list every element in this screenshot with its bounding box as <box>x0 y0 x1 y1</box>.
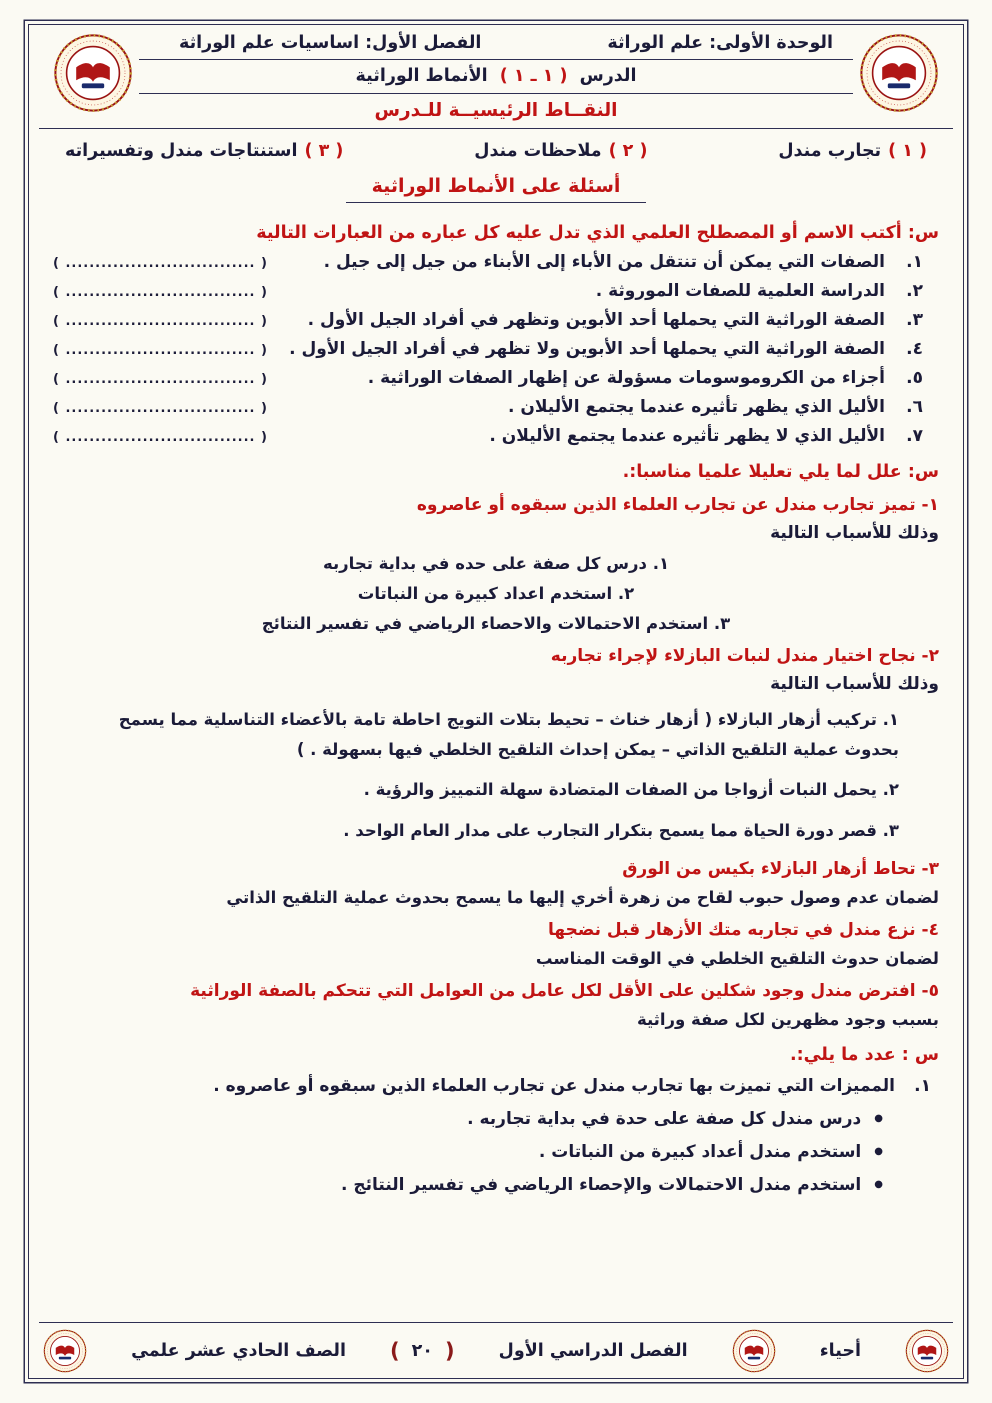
q2-block-1-title: ١- تميز تجارب مندل عن تجارب العلماء الذين سبقوه أو عاصروه <box>416 495 939 515</box>
key-point-2-number: ( ٢ ) <box>608 141 648 161</box>
page-footer <box>39 1322 953 1378</box>
footer-grade: الصف الحادي عشر علمي <box>131 1340 346 1361</box>
q1-item-3-text: الصفة الوراثية التي يحملها أحد الأبوين وتظهر في أفراد الجيل الأول . <box>307 310 885 330</box>
q3-bullet-2 <box>53 1142 939 1162</box>
key-point-3-label: استنتاجات مندل وتفسيراته <box>65 141 298 161</box>
q1-item-3-number: ٣. <box>906 310 923 330</box>
main-title: أسئلة على الأنماط الوراثية <box>346 175 647 203</box>
q2-block-4-title: ٤- نزع مندل في تجاربه متك الأزهار قبل نضجها <box>548 919 939 940</box>
q1-item-3 <box>53 310 939 330</box>
q2-block-3-answer: لضمان عدم وصول حبوب لقاح من زهرة أخري إليها ما يسمح بحدوث عملية التلقيح الذاتي <box>226 887 939 907</box>
q2-block-1-intro: وذلك للأسباب التالية <box>770 523 939 543</box>
q1-item-4-text: الصفة الوراثية التي يحملها أحد الأبوين ولا تظهر في أفراد الجيل الأول . <box>289 339 885 359</box>
footer-subject: أحياء <box>819 1340 861 1361</box>
q1-item-2-number: ٢. <box>906 281 923 301</box>
q2-block-1-reason-2: ٢. استخدم اعداد كبيرة من النباتات <box>357 584 635 603</box>
school-emblem-icon <box>43 1329 87 1373</box>
q2-block-2-reason-3: ٣. قصر دورة الحياة مما يسمح بتكرار التجارب على مدار العام الواحد . <box>343 821 899 841</box>
school-emblem-icon <box>905 1329 949 1373</box>
q2-block-2-intro: وذلك للأسباب التالية <box>770 674 939 694</box>
q1-item-7 <box>53 426 939 446</box>
bullet-icon: ● <box>874 1178 883 1190</box>
q1-item-4 <box>53 339 939 359</box>
q2-block-4-answer: لضمان حدوث التلقيح الخلطي في الوقت المناسب <box>535 948 939 968</box>
q2-block-2-reason-2: ٢. يحمل النبات أزواجا من الصفات المتضادة سهلة التمييز والرؤية . <box>363 780 899 800</box>
header-row-unit-chapter <box>139 25 853 60</box>
key-point-2 <box>474 141 647 161</box>
school-emblem-icon <box>859 33 939 113</box>
key-point-1-number: ( ١ ) <box>888 141 927 161</box>
worksheet-content <box>39 207 953 1322</box>
q1-item-1-answer-blank: ( ................................ ) <box>53 256 268 271</box>
page-number-open-bracket: ( <box>445 1338 455 1363</box>
worksheet-page-frame <box>28 24 964 1379</box>
q1-item-4-answer-blank: ( ................................ ) <box>53 343 268 358</box>
q1-item-5-answer-blank: ( ................................ ) <box>53 372 268 387</box>
page-number-group <box>390 1339 455 1363</box>
q3-bullet-3 <box>53 1175 939 1195</box>
q2-block-1-reason-3: ٣. استخدم الاحتمالات والاحصاء الرياضي في تفسير النتائج <box>261 614 731 633</box>
q1-item-7-answer-blank: ( ................................ ) <box>53 430 268 445</box>
lesson-title: الأنماط الوراثية <box>355 66 488 86</box>
q2-block-2-title: ٢- نجاح اختيار مندل لنبات البازلاء لإجراء تجاربه <box>550 646 939 666</box>
q1-item-6-answer-blank: ( ................................ ) <box>53 401 268 416</box>
bullet-icon: ● <box>874 1145 883 1157</box>
key-point-3 <box>65 141 343 161</box>
lesson-prefix: الدرس <box>579 66 637 86</box>
header-rows <box>139 25 853 94</box>
q3-bullet-2-text: استخدم مندل أعداد كبيرة من النباتات . <box>538 1141 862 1162</box>
header-row-lesson <box>139 60 853 94</box>
q1-item-1-text: الصفات التي يمكن أن تنتقل من الأباء إلى الأبناء من جيل إلى جيل . <box>323 252 885 272</box>
q2-block-1-reason-1: ١. درس كل صفة على حده في بداية تجاربه <box>322 554 670 573</box>
q1-item-4-number: ٤. <box>906 339 923 359</box>
key-points-banner: النقــاط الرئيسيــة للـدرس <box>39 94 953 129</box>
key-point-1-label: تجارب مندل <box>778 141 882 161</box>
unit-title: الوحدة الأولى: علم الوراثة <box>607 33 833 53</box>
q1-item-7-text: الأليل الذي لا يظهر تأثيره عندما يجتمع الأليلان . <box>489 426 885 446</box>
lesson-number: ( ١ ـ ١ ) <box>499 66 568 86</box>
q2-block-2-reason-1: ١. تركيب أزهار البازلاء ( أزهار خناث – تحيط بتلات التويج احاطة تامة بالأعضاء التناسلية مما يسمح بحدوث عملية التلقيح الذاتي – يمكن إحداث التلقيح الخلطي فيها بسهولة . ) <box>118 710 899 759</box>
q2-block-5-answer: بسبب وجود مظهرين لكل صفة وراثية <box>636 1009 939 1029</box>
footer-semester: الفصل الدراسي الأول <box>498 1340 688 1361</box>
main-title-wrap <box>39 175 953 203</box>
q1-item-6 <box>53 397 939 417</box>
key-point-3-number: ( ٣ ) <box>304 141 344 161</box>
q1-item-2 <box>53 281 939 301</box>
q3-item-1-number: ١. <box>914 1075 931 1096</box>
q1-item-2-answer-blank: ( ................................ ) <box>53 285 268 300</box>
q3-bullet-1 <box>53 1109 939 1129</box>
key-point-2-label: ملاحظات مندل <box>474 141 602 161</box>
q2-block-5-title: ٥- افترض مندل وجود شكلين على الأقل لكل عامل من العوامل التي تتحكم بالصفة الوراثية <box>190 980 939 1001</box>
key-points-row <box>39 129 953 163</box>
q3-bullet-1-text: درس مندل كل صفة على حدة في بداية تجاربه . <box>467 1108 862 1129</box>
page-number: ٢٠ <box>411 1340 433 1361</box>
q1-item-2-text: الدراسة العلمية للصفات الموروثة . <box>595 281 885 301</box>
school-emblem-icon <box>732 1329 776 1373</box>
question-1-heading: س: أكتب الاسم أو المصطلح العلمي الذي تدل عليه كل عباره من العبارات التالية <box>256 223 939 243</box>
page-number-close-bracket: ) <box>390 1338 400 1363</box>
q3-bullet-3-text: استخدم مندل الاحتمالات والإحصاء الرياضي في تفسير النتائج . <box>341 1174 862 1195</box>
q2-block-3-title: ٣- تحاط أزهار البازلاء بكيس من الورق <box>622 858 939 879</box>
q1-item-3-answer-blank: ( ................................ ) <box>53 314 268 329</box>
q1-item-6-text: الأليل الذي يظهر تأثيره عندما يجتمع الأليلان . <box>507 397 885 417</box>
q1-item-7-number: ٧. <box>906 426 923 446</box>
q1-item-1-number: ١. <box>906 252 923 272</box>
q1-item-1 <box>53 252 939 272</box>
question-2-heading: س: علل لما يلي تعليلا علميا مناسبا:. <box>622 462 939 482</box>
q1-item-5-number: ٥. <box>906 368 923 388</box>
q1-item-5-text: أجزاء من الكروموسومات مسؤولة عن إظهار الصفات الوراثية . <box>367 368 885 388</box>
page-header <box>39 25 953 129</box>
q3-item-1-text: المميزات التي تميزت بها تجارب مندل عن تجارب العلماء الذين سبقوه أو عاصروه . <box>213 1075 895 1096</box>
q3-item-1 <box>53 1076 939 1096</box>
question-3-heading: س : عدد ما يلي:. <box>789 1044 939 1065</box>
chapter-title: الفصل الأول: اساسيات علم الوراثة <box>179 33 482 53</box>
q1-item-6-number: ٦. <box>906 397 923 417</box>
q1-item-5 <box>53 368 939 388</box>
key-point-1 <box>778 141 927 161</box>
bullet-icon: ● <box>874 1112 883 1124</box>
school-emblem-icon <box>53 33 133 113</box>
